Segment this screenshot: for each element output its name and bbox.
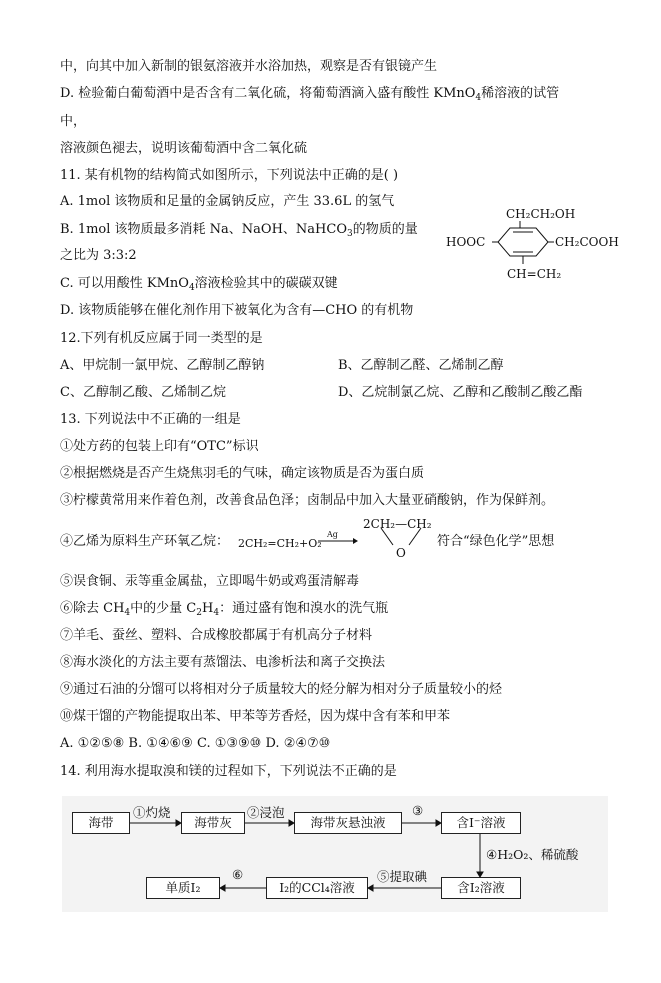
text-line: 中，向其中加入新制的银氨溶液并水浴加热，观察是否有银镜产生 [60, 59, 438, 74]
structure-left-group: HOOC [446, 235, 486, 249]
flow-box-iodine-ccl4: I₂的CCl₄溶液 [266, 877, 368, 899]
q12-option-b: B、乙醇制乙醛、乙烯制乙醇 [338, 358, 504, 373]
q13-statement-5: ⑤误食铜、汞等重金属盐，立即喝牛奶或鸡蛋清解毒 [60, 574, 360, 589]
option-d-text-cont: 稀溶液的试管 [481, 86, 560, 101]
structure-top-group: CH₂CH₂OH [506, 207, 576, 221]
q13-statement-7: ⑦羊毛、蚕丝、塑料、合成橡胶都属于有机高分子材料 [60, 628, 373, 643]
q11-option-b-cont: 之比为 3:3:2 [60, 248, 137, 263]
q11-option-b-text: B. 1mol 该物质最多消耗 Na、NaOH、NaHCO [60, 222, 347, 237]
structure-bottom-group: CH=CH₂ [507, 267, 562, 281]
flow-box-iodine-solution: 含I₂溶液 [441, 877, 521, 899]
q13-statement-6-text-end: ：通过盛有饱和溴水的洗气瓶 [219, 601, 389, 616]
subscript: 4 [188, 283, 195, 293]
q13-statement-3: ③柠檬黄常用来作着色剂，改善食品色泽；卤制品中加入大量亚硝酸钠，作为保鲜剂。 [60, 493, 555, 508]
subscript: 4 [124, 608, 131, 618]
q11-option-b-text-cont: 的物质的量 [352, 222, 418, 237]
subscript: 4 [475, 93, 482, 103]
flow-box-kelp: 海带 [72, 812, 130, 834]
q13-statement-6-text: ⑥除去 CH [60, 601, 125, 616]
q13-statement-4-tail: 符合“绿色化学”思想 [437, 534, 555, 549]
q13-statement-4: ④乙烯为原料生产环氧乙烷： [60, 534, 230, 549]
step-3-label: ③ [412, 803, 424, 818]
flow-box-kelp-ash: 海带灰 [181, 812, 245, 834]
equation-catalyst: Ag [327, 530, 338, 539]
q11-stem: 11. 某有机物的结构简式如图所示，下列说法中正确的是( ) [60, 168, 399, 183]
q13-statement-6-text-mid: 中的少量 C [130, 601, 197, 616]
step-6-label: ⑥ [232, 867, 244, 882]
q12-option-c: C、乙醇制乙酸、乙烯制乙烷 [60, 385, 226, 400]
q13-statement-10: ⑩煤干馏的产物能提取出苯、甲苯等芳香烃，因为煤中含有苯和甲苯 [60, 709, 451, 724]
flow-box-elemental-iodine: 单质I₂ [146, 877, 220, 899]
step-5-label: ⑤提取碘 [377, 869, 428, 884]
q11-option-c-text-cont: 溶液检验其中的碳碳双键 [194, 276, 338, 291]
q14-stem: 14. 利用海水提取溴和镁的过程如下，下列说法不正确的是 [60, 764, 397, 779]
q13-statement-9: ⑨通过石油的分馏可以将相对分子质量较大的烃分解为相对分子质量较小的烃 [60, 682, 503, 697]
q13-statement-1: ①处方药的包装上印有“OTC”标识 [60, 439, 259, 454]
q11-option-d: D. 该物质能够在催化剂作用下被氧化为含有—CHO 的有机物 [60, 303, 414, 318]
subscript: 4 [213, 608, 220, 618]
q13-stem: 13. 下列说法中不正确的一组是 [60, 412, 241, 427]
q13-statement-6-h: H [201, 601, 214, 616]
q12-option-a: A、甲烷制一氯甲烷、乙醇制乙醇钠 [60, 358, 265, 373]
epoxide-oxygen: O [396, 546, 406, 560]
step-1-label: ①灼烧 [133, 805, 171, 820]
subscript: 2 [196, 608, 202, 618]
equation-reactants: 2CH₂=CH₂+O₂ [238, 537, 322, 550]
epoxide-carbons: 2CH₂—CH₂ [363, 517, 432, 531]
step-2-label: ②浸泡 [247, 805, 285, 820]
q12-option-d: D、乙烷制氯乙烷、乙醇和乙酸制乙酸乙酯 [338, 385, 583, 400]
subscript: 3 [346, 229, 353, 239]
q13-statement-8: ⑧海水淡化的方法主要有蒸馏法、电渗析法和离子交换法 [60, 655, 386, 670]
text-line: 溶液颜色褪去，说明该葡萄酒中含二氧化硫 [60, 141, 308, 156]
q13-statement-2: ②根据燃烧是否产生烧焦羽毛的气味，确定该物质是否为蛋白质 [60, 466, 425, 481]
flow-box-iodide-solution: 含I⁻溶液 [441, 812, 521, 834]
q11-option-a: A. 1mol 该物质和足量的金属钠反应，产生 33.6L 的氢气 [60, 194, 395, 209]
q13-choices: A. ①②⑤⑧ B. ①④⑥⑨ C. ①③⑨⑩ D. ②④⑦⑩ [60, 736, 331, 751]
structure-right-group: CH₂COOH [555, 235, 619, 249]
text-line: 中， [60, 114, 87, 129]
q12-stem: 12.下列有机反应属于同一类型的是 [60, 331, 263, 346]
step-4-label: ④H₂O₂、稀硫酸 [486, 847, 579, 862]
flow-box-ash-suspension: 海带灰悬浊液 [294, 812, 402, 834]
q11-option-c-text: C. 可以用酸性 KMnO [60, 276, 189, 291]
option-d-text: D. 检验葡白葡萄酒中是否含有二氧化硫，将葡萄酒滴入盛有酸性 KMnO [60, 86, 476, 101]
